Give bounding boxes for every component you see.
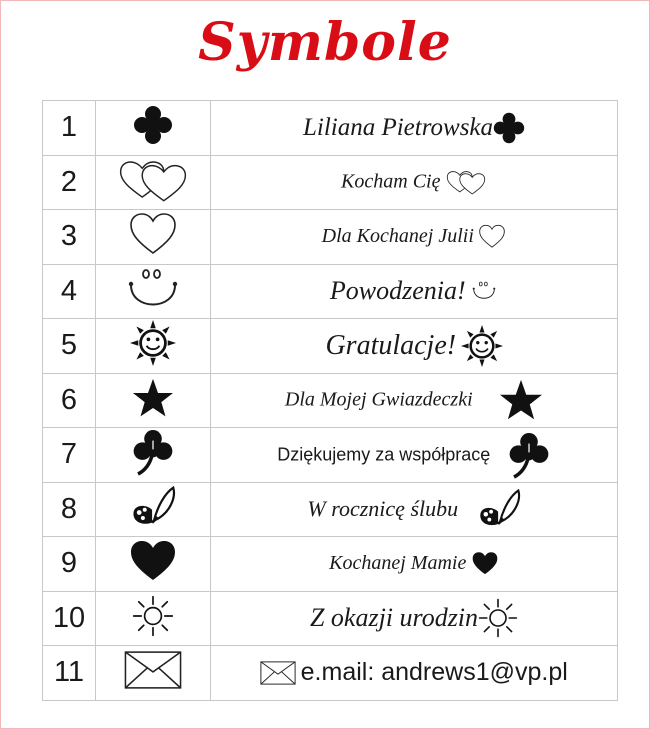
smile-icon [470,280,498,302]
table-row [43,319,618,374]
row-number: 6 [43,373,96,428]
butterfly-icon [130,484,176,530]
row-number: 11 [43,646,96,701]
row-number: 1 [43,101,96,156]
row-text: Liliana Pietrowska [302,113,494,141]
shamrock-icon [131,428,175,476]
row-number: 2 [43,155,96,210]
row-text: Powodzenia! [329,276,466,306]
table-row [43,482,618,537]
heart-outline-icon [128,212,178,256]
row-text: Dziękujemy za współpracę [277,444,491,465]
clover-four-icon [133,105,173,145]
row-text: e.mail: andrews1@vp.pl [300,658,568,687]
star-icon [132,378,174,418]
butterfly-icon [477,487,521,531]
row-text: Z okazji urodzin [309,603,479,633]
row-number: 9 [43,537,96,592]
row-text: Kocham Cię [341,170,441,193]
table-row [43,428,618,483]
table-row [43,591,618,646]
table-row [43,537,618,592]
row-number: 10 [43,591,96,646]
heart-filled-icon [128,539,178,583]
sun-face-icon [461,325,503,367]
sun-outline-icon [132,595,174,637]
table-row [43,155,618,210]
double-heart-icon [117,157,189,203]
table-row [43,101,618,156]
row-number: 3 [43,210,96,265]
table-row [43,264,618,319]
row-number: 4 [43,264,96,319]
row-text: Dla Kochanej Julii [321,225,474,248]
row-number: 5 [43,319,96,374]
sun-face-icon [130,320,176,366]
row-text: Kochanej Mamie [329,552,467,575]
sun-outline-icon [478,598,518,638]
heart-filled-icon [471,551,499,576]
heart-outline-icon [478,224,506,249]
clover-four-icon [493,112,525,144]
row-number: 8 [43,482,96,537]
envelope-icon [124,650,182,690]
table-row [43,646,618,701]
page-title: Symbole [198,12,452,73]
envelope-icon [260,661,296,685]
double-heart-icon [445,169,487,195]
table-row [43,210,618,265]
star-icon [499,379,543,421]
symbols-table [42,100,618,701]
smile-icon [123,267,183,311]
shamrock-icon [507,431,551,479]
row-text: W rocznicę ślubu [307,496,459,522]
table-row [43,373,618,428]
row-number: 7 [43,428,96,483]
row-text: Gratulacje! [325,329,457,361]
row-text: Dla Mojej Gwiazdeczki [284,388,473,411]
